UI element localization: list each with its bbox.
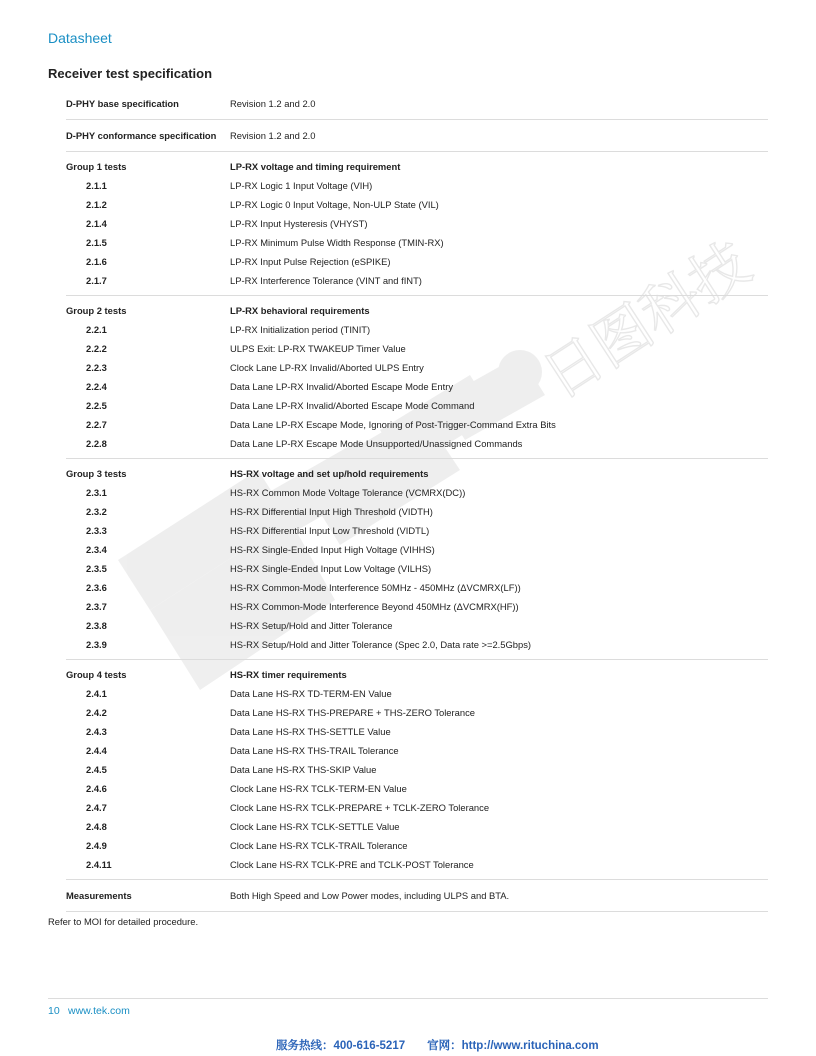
test-item-row xyxy=(66,415,768,434)
test-item-row xyxy=(66,616,768,635)
test-group-title: LP-RX behavioral requirements xyxy=(230,305,370,316)
measurements-label: Measurements xyxy=(66,889,132,901)
test-description: LP-RX Initialization period (TINIT) xyxy=(230,324,371,335)
test-group-header xyxy=(66,157,768,176)
test-groups xyxy=(66,152,768,880)
test-group xyxy=(66,660,768,880)
test-description: Clock Lane HS-RX TCLK-SETTLE Value xyxy=(230,821,400,832)
test-id: 2.4.3 xyxy=(86,726,107,737)
test-id: 2.3.3 xyxy=(86,525,107,536)
test-item-row xyxy=(66,521,768,540)
test-item-row xyxy=(66,798,768,817)
test-group xyxy=(66,296,768,459)
section-title: Receiver test specification xyxy=(48,66,213,81)
test-description: LP-RX Logic 0 Input Voltage, Non-ULP State (VIL) xyxy=(230,199,439,210)
test-id: 2.1.1 xyxy=(86,180,107,191)
test-item-row xyxy=(66,703,768,722)
test-description: Data Lane LP-RX Escape Mode Unsupported/Unassigned Commands xyxy=(230,438,523,449)
contact-bar xyxy=(276,1037,599,1053)
test-id: 2.4.9 xyxy=(86,840,107,851)
conformance-spec-value: Revision 1.2 and 2.0 xyxy=(230,129,316,141)
test-item-row xyxy=(66,339,768,358)
footnote: Refer to MOI for detailed procedure. xyxy=(48,916,199,927)
test-item-row xyxy=(66,741,768,760)
test-id: 2.3.1 xyxy=(86,487,107,498)
test-item-row xyxy=(66,434,768,453)
test-description: HS-RX Differential Input Low Threshold (VIDTL) xyxy=(230,525,430,536)
base-spec-value: Revision 1.2 and 2.0 xyxy=(230,97,316,109)
hotline-text: 服务热线：400-616-5217 xyxy=(276,1040,406,1052)
test-id: 2.3.4 xyxy=(86,544,107,555)
test-description: Clock Lane HS-RX TCLK-TERM-EN Value xyxy=(230,783,407,794)
test-id: 2.4.11 xyxy=(86,859,112,870)
test-description: HS-RX Common-Mode Interference 50MHz - 450MHz (ΔVCMRX(LF)) xyxy=(230,582,521,593)
test-description: HS-RX Common-Mode Interference Beyond 450MHz (ΔVCMRX(HF)) xyxy=(230,601,519,612)
test-description: Clock Lane LP-RX Invalid/Aborted ULPS Entry xyxy=(230,362,424,373)
test-item-row xyxy=(66,855,768,874)
page-number: 10 xyxy=(48,1005,60,1017)
test-description: Data Lane LP-RX Invalid/Aborted Escape Mode Entry xyxy=(230,381,454,392)
test-id: 2.1.4 xyxy=(86,218,107,229)
test-description: Clock Lane HS-RX TCLK-PREPARE + TCLK-ZERO Tolerance xyxy=(230,802,490,813)
test-description: LP-RX Input Hysteresis (VHYST) xyxy=(230,218,368,229)
test-description: LP-RX Input Pulse Rejection (eSPIKE) xyxy=(230,256,391,267)
test-description: Data Lane HS-RX THS-PREPARE + THS-ZERO Tolerance xyxy=(230,707,475,718)
test-id: 2.3.7 xyxy=(86,601,107,612)
test-group-label: Group 4 tests xyxy=(66,669,127,680)
measurements-row xyxy=(66,880,768,912)
test-description: HS-RX Differential Input High Threshold (VIDTH) xyxy=(230,506,433,517)
test-group-label: Group 3 tests xyxy=(66,468,127,479)
test-id: 2.2.4 xyxy=(86,381,107,392)
test-item-row xyxy=(66,271,768,290)
test-id: 2.4.4 xyxy=(86,745,107,756)
website-link[interactable]: 官网：http://www.rituchina.com xyxy=(427,1040,599,1052)
footer-divider xyxy=(48,998,768,999)
test-id: 2.2.1 xyxy=(86,324,107,335)
test-id: 2.2.3 xyxy=(86,362,107,373)
measurements-value: Both High Speed and Low Power modes, including ULPS and BTA. xyxy=(230,889,510,901)
svg-text:日图科技: 日图科技 xyxy=(530,228,763,412)
test-item-row xyxy=(66,540,768,559)
test-description: Clock Lane HS-RX TCLK-PRE and TCLK-POST Tolerance xyxy=(230,859,474,870)
test-id: 2.2.8 xyxy=(86,438,107,449)
test-id: 2.1.6 xyxy=(86,256,107,267)
test-id: 2.1.7 xyxy=(86,275,107,286)
test-group-title: HS-RX timer requirements xyxy=(230,669,347,680)
test-group-header xyxy=(66,464,768,483)
test-item-row xyxy=(66,760,768,779)
test-description: Data Lane LP-RX Escape Mode, Ignoring of Post-Trigger-Command Extra Bits xyxy=(230,419,556,430)
test-item-row xyxy=(66,836,768,855)
test-description: LP-RX Minimum Pulse Width Response (TMIN-RX) xyxy=(230,237,444,248)
test-description: Data Lane LP-RX Invalid/Aborted Escape Mode Command xyxy=(230,400,475,411)
test-id: 2.4.8 xyxy=(86,821,107,832)
test-description: Data Lane HS-RX THS-TRAIL Tolerance xyxy=(230,745,399,756)
test-item-row xyxy=(66,358,768,377)
test-group-title: HS-RX voltage and set up/hold requirements xyxy=(230,468,429,479)
spec-table xyxy=(66,88,768,912)
test-item-row xyxy=(66,722,768,741)
test-description: ULPS Exit: LP-RX TWAKEUP Timer Value xyxy=(230,343,406,354)
test-id: 2.1.2 xyxy=(86,199,107,210)
test-description: HS-RX Common Mode Voltage Tolerance (VCMRX(DC)) xyxy=(230,487,466,498)
test-item-row xyxy=(66,779,768,798)
test-description: HS-RX Single-Ended Input Low Voltage (VILHS) xyxy=(230,563,432,574)
test-item-row xyxy=(66,252,768,271)
test-item-row xyxy=(66,817,768,836)
test-item-row xyxy=(66,195,768,214)
test-item-row xyxy=(66,214,768,233)
test-group-label: Group 2 tests xyxy=(66,305,127,316)
test-item-row xyxy=(66,377,768,396)
test-id: 2.3.5 xyxy=(86,563,107,574)
test-id: 2.2.5 xyxy=(86,400,107,411)
test-group-header xyxy=(66,665,768,684)
footer-url-link[interactable]: www.tek.com xyxy=(68,1005,130,1017)
test-description: LP-RX Logic 1 Input Voltage (VIH) xyxy=(230,180,373,191)
test-item-row xyxy=(66,635,768,654)
test-item-row xyxy=(66,483,768,502)
test-id: 2.4.2 xyxy=(86,707,107,718)
test-id: 2.4.6 xyxy=(86,783,107,794)
test-description: HS-RX Single-Ended Input High Voltage (VIHHS) xyxy=(230,544,435,555)
test-item-row xyxy=(66,502,768,521)
test-item-row xyxy=(66,597,768,616)
test-description: Data Lane HS-RX TD-TERM-EN Value xyxy=(230,688,392,699)
document-type-label: Datasheet xyxy=(48,30,112,46)
test-item-row xyxy=(66,233,768,252)
test-item-row xyxy=(66,396,768,415)
test-description: Data Lane HS-RX THS-SKIP Value xyxy=(230,764,377,775)
test-description: HS-RX Setup/Hold and Jitter Tolerance (Spec 2.0, Data rate >=2.5Gbps) xyxy=(230,639,532,650)
test-description: Clock Lane HS-RX TCLK-TRAIL Tolerance xyxy=(230,840,408,851)
test-group-header xyxy=(66,301,768,320)
test-description: LP-RX Interference Tolerance (VINT and fINT) xyxy=(230,275,422,286)
test-id: 2.4.5 xyxy=(86,764,107,775)
test-item-row xyxy=(66,559,768,578)
test-id: 2.4.1 xyxy=(86,688,107,699)
test-id: 2.2.2 xyxy=(86,343,107,354)
test-id: 2.1.5 xyxy=(86,237,107,248)
test-group-title: LP-RX voltage and timing requirement xyxy=(230,161,401,172)
test-description: HS-RX Setup/Hold and Jitter Tolerance xyxy=(230,620,393,631)
test-group xyxy=(66,459,768,660)
conformance-spec-label: D-PHY conformance specification xyxy=(66,129,217,141)
conformance-spec-row xyxy=(66,120,768,152)
base-spec-row xyxy=(66,88,768,120)
test-id: 2.3.6 xyxy=(86,582,107,593)
test-item-row xyxy=(66,578,768,597)
test-id: 2.3.9 xyxy=(86,639,107,650)
test-id: 2.3.8 xyxy=(86,620,107,631)
base-spec-label: D-PHY base specification xyxy=(66,97,179,109)
test-item-row xyxy=(66,684,768,703)
test-id: 2.2.7 xyxy=(86,419,107,430)
test-id: 2.4.7 xyxy=(86,802,107,813)
test-item-row xyxy=(66,320,768,339)
test-group xyxy=(66,152,768,296)
test-description: Data Lane HS-RX THS-SETTLE Value xyxy=(230,726,391,737)
test-item-row xyxy=(66,176,768,195)
test-id: 2.3.2 xyxy=(86,506,107,517)
test-group-label: Group 1 tests xyxy=(66,161,127,172)
